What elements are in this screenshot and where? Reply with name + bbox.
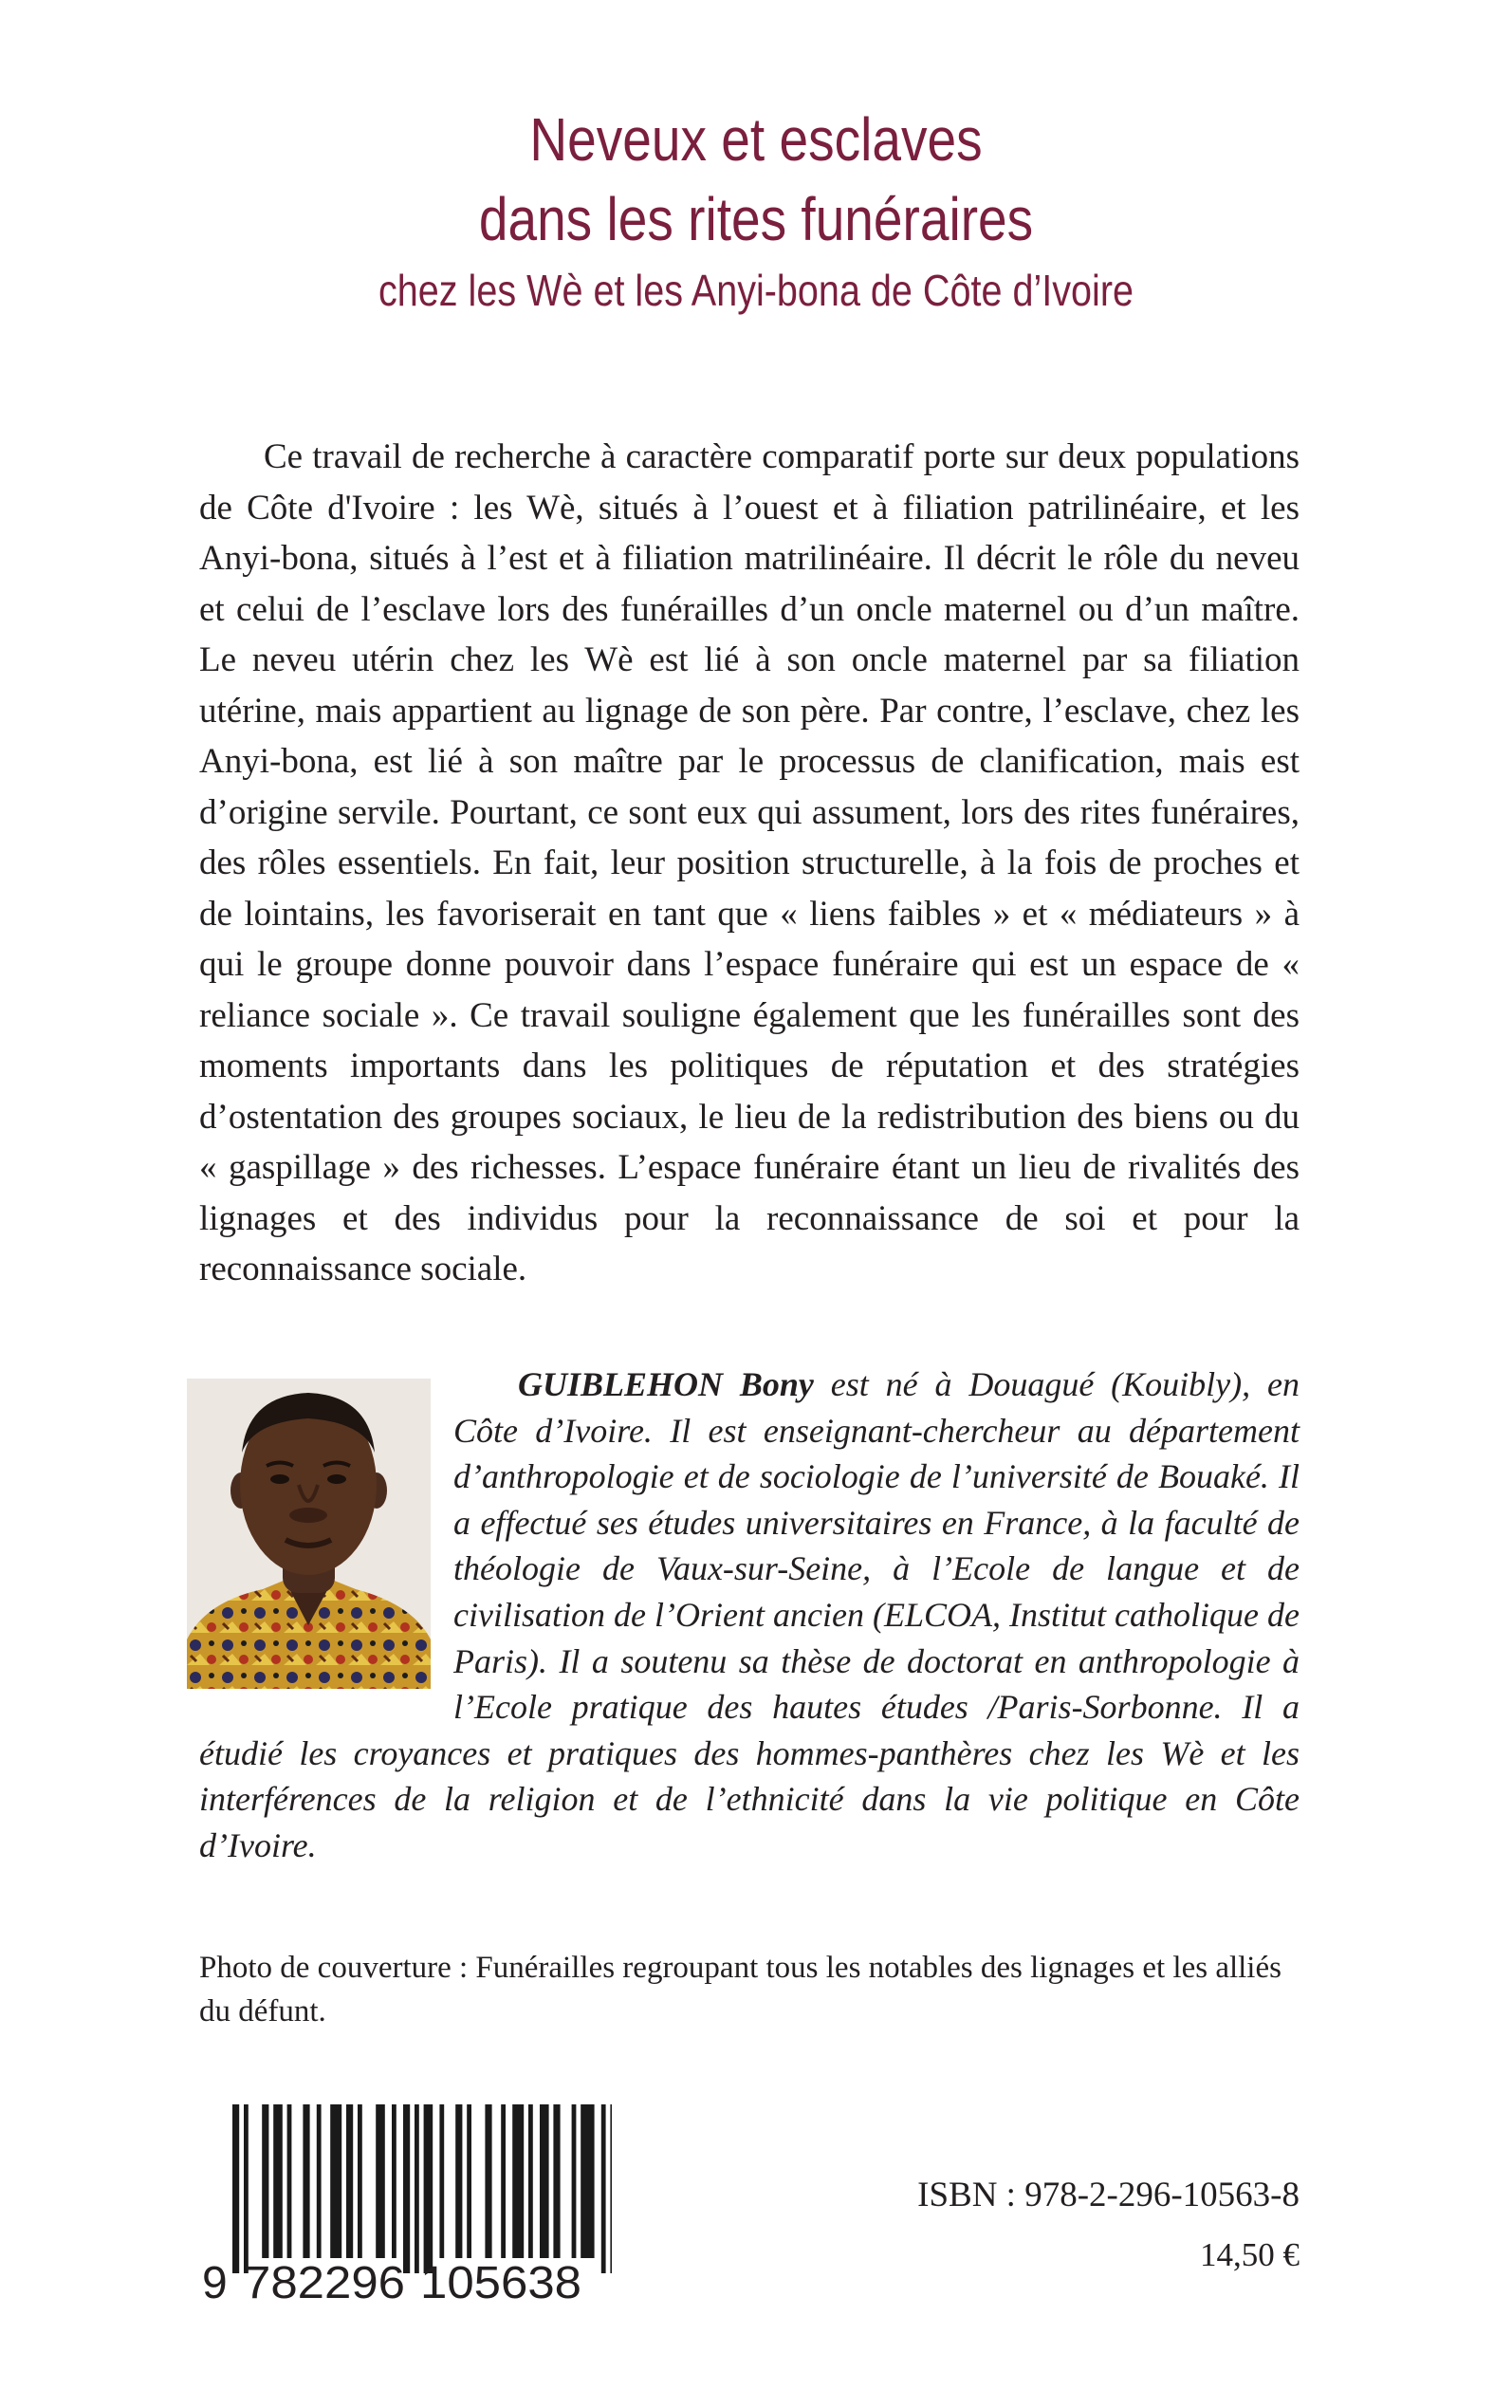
barcode-bar <box>528 2104 533 2258</box>
book-title-line-2: dans les rites funéraires <box>478 185 1034 253</box>
barcode-bar <box>330 2104 341 2258</box>
barcode-bar <box>581 2104 594 2258</box>
photo-wrap-space <box>199 1361 453 1694</box>
barcode-bar <box>403 2104 410 2273</box>
barcode-bar <box>455 2104 462 2258</box>
barcode-digit-group-2: 105638 <box>420 2258 581 2304</box>
barcode-digit-group-1: 782296 <box>244 2258 405 2304</box>
barcode-bar <box>317 2104 322 2258</box>
barcode-bar <box>262 2104 268 2258</box>
barcode-bars <box>232 2104 612 2273</box>
barcode-bar <box>244 2104 249 2273</box>
book-summary: Ce travail de recherche à caractère comparatif porte sur deux populations de Côte d'Ivoire : les Wè, situés à l’ouest et à filiation patrilinéaire, et les Anyi-bona, situés à l’est et à filiation matrilinéaire. Il décrit le rôle du neveu et celui de l’esclave lors des funérailles d’un oncle maternel ou d’un maître. Le neveu utérin chez les Wè est lié à son oncle maternel par sa filiation utérine, mais appartient au lignage de son père. Par contre, l’esclave, chez les Anyi-bona, est lié à son maître par le processus de clanification, mais est d’origine servile. Pourtant, ce sont eux qui assument, lors des rites funéraires, des rôles essentiels. En fait, leur position structurelle, à la fois de proches et de lointains, les favoriserait en tant que « liens faibles » et « médiateurs » à qui le groupe donne pouvoir dans l’espace funéraire qui est un espace de « reliance sociale ». Ce travail souligne également que les funérailles sont des moments importants dans les politiques de réputation et des stratégies d’ostentation des groupes sociaux, le lieu de la redistribution des biens ou du « gaspillage » des richesses. L’espace funéraire étant un lieu de rivalités des lignages et des individus pour la reconnaissance de soi et pour la reconnaissance sociale. <box>199 437 1300 1288</box>
barcode-bar <box>303 2104 309 2258</box>
isbn-barcode <box>194 2104 612 2304</box>
isbn-number: ISBN : 978-2-296-10563-8 <box>917 2176 1300 2214</box>
barcode-bar <box>512 2104 524 2258</box>
barcode-bar <box>376 2104 385 2258</box>
barcode-bar <box>572 2104 577 2258</box>
author-biography <box>199 1361 1300 1869</box>
book-title-line-1: Neveux et esclaves <box>529 105 983 174</box>
barcode-bar <box>424 2104 433 2273</box>
barcode-bar <box>501 2104 506 2258</box>
cover-photo-credit: Photo de couverture : Funérailles regroupant tous les notables des lignages et les alliés du défunt. <box>199 1951 1282 2028</box>
barcode-bar <box>346 2104 353 2258</box>
barcode-bar <box>273 2104 283 2258</box>
barcode-bar <box>467 2104 471 2258</box>
barcode-bar <box>439 2104 444 2258</box>
barcode-bar <box>415 2104 419 2273</box>
barcode-bar <box>553 2104 560 2258</box>
barcode-bar <box>540 2104 549 2258</box>
book-price: 14,50 € <box>1200 2236 1300 2273</box>
barcode-bar <box>358 2104 362 2258</box>
title-block <box>0 100 1512 320</box>
barcode-bar <box>232 2104 239 2273</box>
author-name: GUIBLEHON Bony <box>518 1365 814 1403</box>
barcode-bar <box>392 2104 396 2258</box>
barcode-bar <box>287 2104 292 2258</box>
barcode-lead-digit: 9 <box>202 2258 228 2304</box>
barcode-bar <box>485 2104 491 2258</box>
book-subtitle: chez les Wè et les Anyi-bona de Côte d’Ivoire <box>378 266 1134 315</box>
barcode-bar <box>610 2104 612 2273</box>
author-bio-text: est né à Douagué (Kouibly), en Côte d’Ivoire. Il est enseignant-chercheur au département d’anthropologie et de sociologie de l’université de Bouaké. Il a effectué ses études universitaires en France, à la faculté de théologie de Vaux-sur-Seine, à l’Ecole de langue et de civilisation de l’Orient ancien (ELCOA, Institut catholique de Paris). Il a soutenu sa thèse de doctorat en anthropologie à l’Ecole pratique des hautes études /Paris-Sorbonne. Il a étudié les croyances et pratiques des hommes-panthères chez les Wè et les interférences de la religion et de l’ethnicité dans la vie politique en Côte d’Ivoire. <box>199 1365 1300 1864</box>
barcode-bar <box>601 2104 606 2273</box>
